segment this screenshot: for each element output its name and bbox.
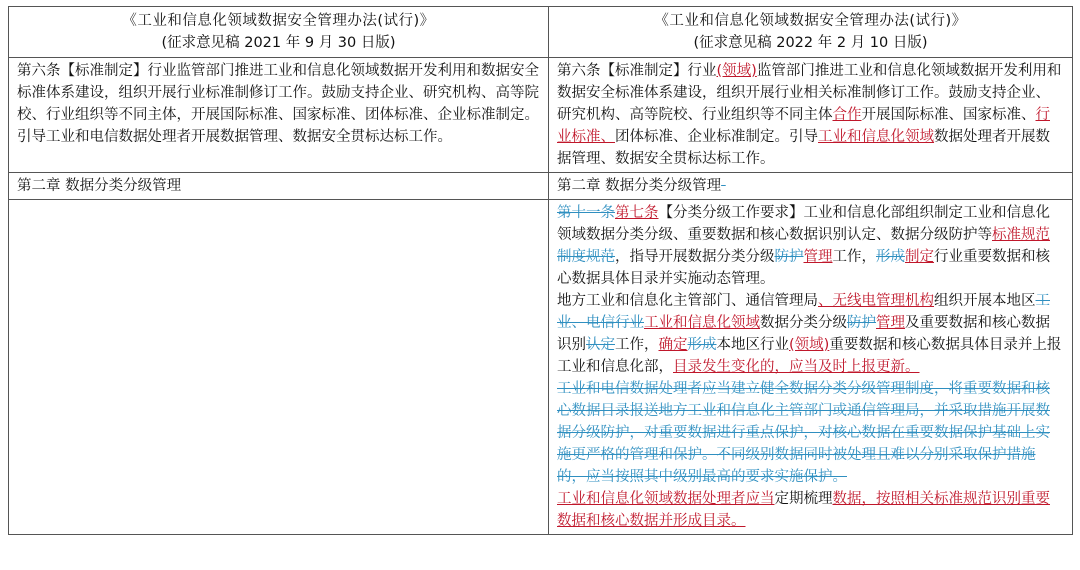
unchanged-text: 开展国际标准、国家标准、 <box>861 107 1036 123</box>
inserted-text: 工业和信息化领域 <box>644 315 760 331</box>
header-row <box>9 7 1073 58</box>
right-version-title: 《工业和信息化领域数据安全管理办法(试行)》 <box>654 13 967 29</box>
article-7-new-text <box>549 200 1073 535</box>
unchanged-text: 行业重要数据和核心数据具体目录并实施动态管理。 <box>557 249 1050 287</box>
chapter-2-new-heading <box>549 173 1073 200</box>
article-6-row <box>9 58 1073 173</box>
left-version-title: 《工业和信息化领域数据安全管理办法(试行)》 <box>122 13 435 29</box>
deleted-text: 工业、电信行业 <box>557 293 1050 331</box>
article-6-old-text: 第六条【标准制定】行业监管部门推进工业和信息化领域数据开发利用和数据安全标准体系建设，组织开展行业标准制修订工作。鼓励支持企业、研究机构、高等院校、行业组织等不同主体，开展国际标准、国家标准、团体标准、企业标准制定。引导工业和电信数据处理者开展数据管理、数据安全贯标达标工作。 <box>9 58 549 173</box>
deleted-text: 认定 <box>586 337 615 353</box>
header-right-cell <box>549 7 1073 58</box>
article-7-paragraph-4 <box>557 488 1064 532</box>
article-7-paragraph-2 <box>557 290 1064 378</box>
unchanged-text: 工作， <box>832 249 876 265</box>
unchanged-text: 监管部门推进工业和信息化领域数据开发利用和数据安全标准体系建设，组织开展行业相关标准制修订工作。鼓励支持企业、研究机构、高等院校、行业组织等不同主体 <box>557 63 1062 123</box>
inserted-text: 管理 <box>803 249 833 265</box>
inserted-text: 制定 <box>905 249 934 265</box>
inserted-text: 数据，按照相关标准规范识别重要数据和核心数据并形成目录。 <box>557 491 1050 529</box>
unchanged-text: 数据分类分级 <box>760 315 847 331</box>
deleted-text: 第十一条 <box>557 205 615 221</box>
inserted-text: 确定 <box>658 337 688 353</box>
unchanged-text: 【分类分级工作要求】工业和信息化部组织制定工业和信息化领域数据分类分级、重要数据和核心数据识别认定、数据分级防护等 <box>557 205 1050 243</box>
inserted-text: (领域) <box>789 337 830 353</box>
deleted-text: 制度规范 <box>557 249 615 265</box>
inserted-text: 目录发生变化的，应当及时上报更新。 <box>673 359 920 375</box>
left-version-subtitle: (征求意见稿 2021 年 9 月 30 日版) <box>161 35 396 51</box>
unchanged-text: 组织开展本地区 <box>934 293 1036 309</box>
article-7-paragraph-3-deleted <box>557 378 1064 488</box>
deleted-text: 防护 <box>774 249 804 265</box>
article-7-old-empty <box>9 200 549 535</box>
inserted-text: 工业和信息化领域数据处理者应当 <box>557 491 775 507</box>
deleted-text: 工业和电信数据处理者应当建立健全数据分类分级管理制度，将重要数据和核心数据目录报送地方工业和信息化主管部门或通信管理局，并采取措施开展数据分级防护，对重要数据进行重点保护，对核心数据在重要数据保护基础上实施更严格的管理和保护。不同级别数据同时被处理且难以分别采取保护措施的，应当按照其中级别最高的要求实施保护。 <box>557 381 1050 485</box>
header-left-cell <box>9 7 549 58</box>
right-version-subtitle: (征求意见稿 2022 年 2 月 10 日版) <box>693 35 928 51</box>
inserted-text: 行业标准、 <box>557 107 1050 145</box>
deleted-text: 形成 <box>876 249 905 265</box>
inserted-text: (领域) <box>716 63 757 79</box>
inserted-text: 工业和信息化领域 <box>818 129 934 145</box>
deleted-trailing-mark <box>721 178 726 194</box>
chapter-2-old-heading: 第二章 数据分类分级管理 <box>9 173 549 200</box>
inserted-text: 合作 <box>832 107 862 123</box>
unchanged-text: 定期梳理 <box>774 491 833 507</box>
inserted-text: 管理 <box>876 315 905 331</box>
comparison-table <box>8 6 1073 535</box>
unchanged-text: 第六条【标准制定】行业 <box>557 63 717 79</box>
unchanged-text: 重要数据和核心数据具体目录并上报工业和信息化部， <box>557 337 1062 375</box>
inserted-text: 第七条 <box>615 205 659 221</box>
unchanged-text: 工作， <box>615 337 659 353</box>
chapter-2-new-heading-text: 第二章 数据分类分级管理 <box>557 178 722 194</box>
article-7-paragraph-1 <box>557 202 1064 290</box>
article-6-new-text <box>549 58 1073 173</box>
unchanged-text: 数据处理者开展数据管理、数据安全贯标达标工作。 <box>557 129 1050 167</box>
chapter-2-row <box>9 173 1073 200</box>
inserted-text: 、无线电管理机构 <box>818 293 934 309</box>
deleted-text: 防护 <box>847 315 876 331</box>
unchanged-text: 本地区行业 <box>716 337 789 353</box>
deleted-text: 形成 <box>687 337 717 353</box>
article-7-row <box>9 200 1073 535</box>
unchanged-text: 团体标准、企业标准制定。引导 <box>615 129 818 145</box>
unchanged-text: 及重要数据和核心数据识别 <box>557 315 1050 353</box>
unchanged-text: 地方工业和信息化主管部门、通信管理局 <box>557 293 818 309</box>
inserted-text: 标准规范 <box>992 227 1050 243</box>
unchanged-text: ，指导开展数据分类分级 <box>615 249 775 265</box>
